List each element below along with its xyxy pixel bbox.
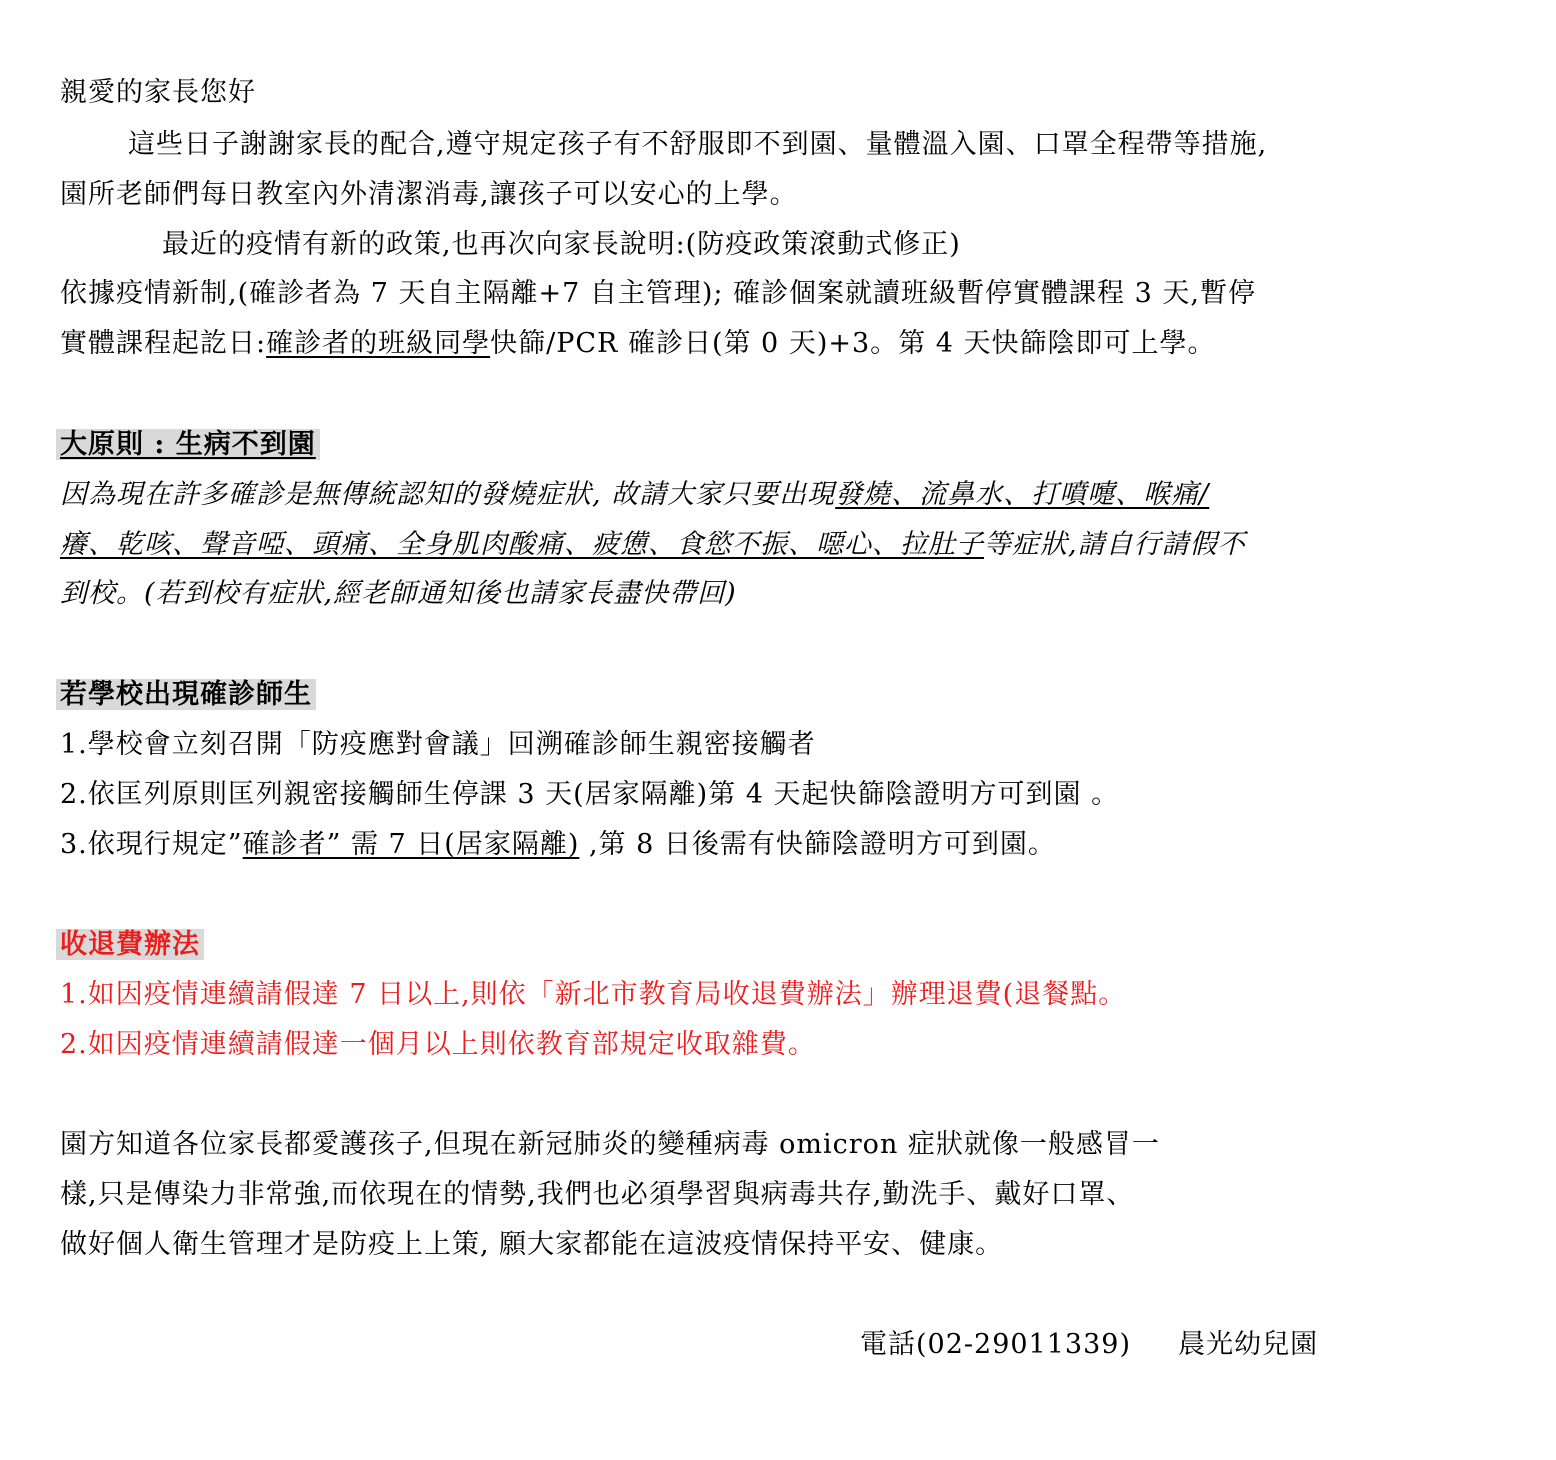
cases-heading-line: [60, 677, 316, 713]
underlined-isolation: 確診者” 需 7 日(居家隔離): [242, 829, 580, 860]
illness-heading-line: [60, 427, 320, 463]
illness-line-2: 癢、乾咳、聲音啞、頭痛、全身肌肉酸痛、疲憊、食慾不振、噁心、拉肚子等症狀,請自行請假不: [60, 529, 1246, 560]
closing-line-2: 樣,只是傳染力非常強,而依現在的情勢,我們也必須學習與病毒共存,勤洗手、戴好口罩、: [60, 1179, 1135, 1210]
fees-item-1: 1.如因疫情連續請假達 7 日以上,則依「新北市教育局收退費辦法」辦理退費(退餐點。: [60, 979, 1127, 1010]
fees-heading: 收退費辦法: [56, 929, 204, 960]
policy-line-3: 實體課程起訖日:確診者的班級同學快篩/PCR 確診日(第 0 天)+3。第 4 天快篩陰即可上學。: [60, 328, 1216, 359]
signature: [860, 1327, 1318, 1363]
underlined-symptoms-1: 發燒、流鼻水、打噴嚏、喉痛/: [835, 479, 1210, 510]
closing-line-1: 園方知道各位家長都愛護孩子,但現在新冠肺炎的變種病毒 omicron 症狀就像一般感冒一: [60, 1129, 1160, 1160]
fees-item-2: 2.如因疫情連續請假達一個月以上則依教育部規定收取雜費。: [60, 1029, 816, 1060]
illness-heading: 大原則 : 生病不到園: [56, 429, 320, 460]
fees-heading-line: [60, 927, 204, 963]
greeting: 親愛的家長您好: [60, 77, 256, 108]
signature-phone: 電話(02-29011339): [860, 1329, 1131, 1360]
closing-line-3: 做好個人衛生管理才是防疫上上策, 願大家都能在這波疫情保持平安、健康。: [60, 1229, 1004, 1260]
cases-item-3: 3.依現行規定”確診者” 需 7 日(居家隔離) ,第 8 日後需有快篩陰證明方可到園。: [60, 829, 1056, 860]
underlined-classmates: 確診者的班級同學: [266, 328, 491, 359]
intro-line-2: 園所老師們每日教室內外清潔消毒,讓孩子可以安心的上學。: [60, 179, 798, 210]
policy-line-2: 依據疫情新制,(確診者為 7 天自主隔離+7 自主管理); 確診個案就讀班級暫停實體課程 3 天,暫停: [60, 278, 1256, 309]
illness-line-3: 到校。(若到校有症狀,經老師通知後也請家長盡快帶回): [60, 578, 737, 609]
underlined-symptoms-2: 癢、乾咳、聲音啞、頭痛、全身肌肉酸痛、疲憊、食慾不振、噁心、拉肚子: [60, 529, 984, 560]
illness-line-1: 因為現在許多確診是無傳統認知的發燒症狀, 故請大家只要出現發燒、流鼻水、打噴嚏、喉痛/: [60, 479, 1210, 510]
intro-line-1: 這些日子謝謝家長的配合,遵守規定孩子有不舒服即不到園、量體溫入園、口罩全程帶等措施,: [128, 129, 1268, 160]
cases-heading: 若學校出現確診師生: [56, 679, 316, 710]
policy-line-1: 最近的疫情有新的政策,也再次向家長說明:(防疫政策滾動式修正): [162, 229, 961, 260]
cases-item-1: 1.學校會立刻召開「防疫應對會議」回溯確診師生親密接觸者: [60, 729, 816, 760]
signature-school: 晨光幼兒園: [1178, 1329, 1319, 1360]
cases-item-2: 2.依匡列原則匡列親密接觸師生停課 3 天(居家隔離)第 4 天起快篩陰證明方可到園 。: [60, 779, 1120, 810]
